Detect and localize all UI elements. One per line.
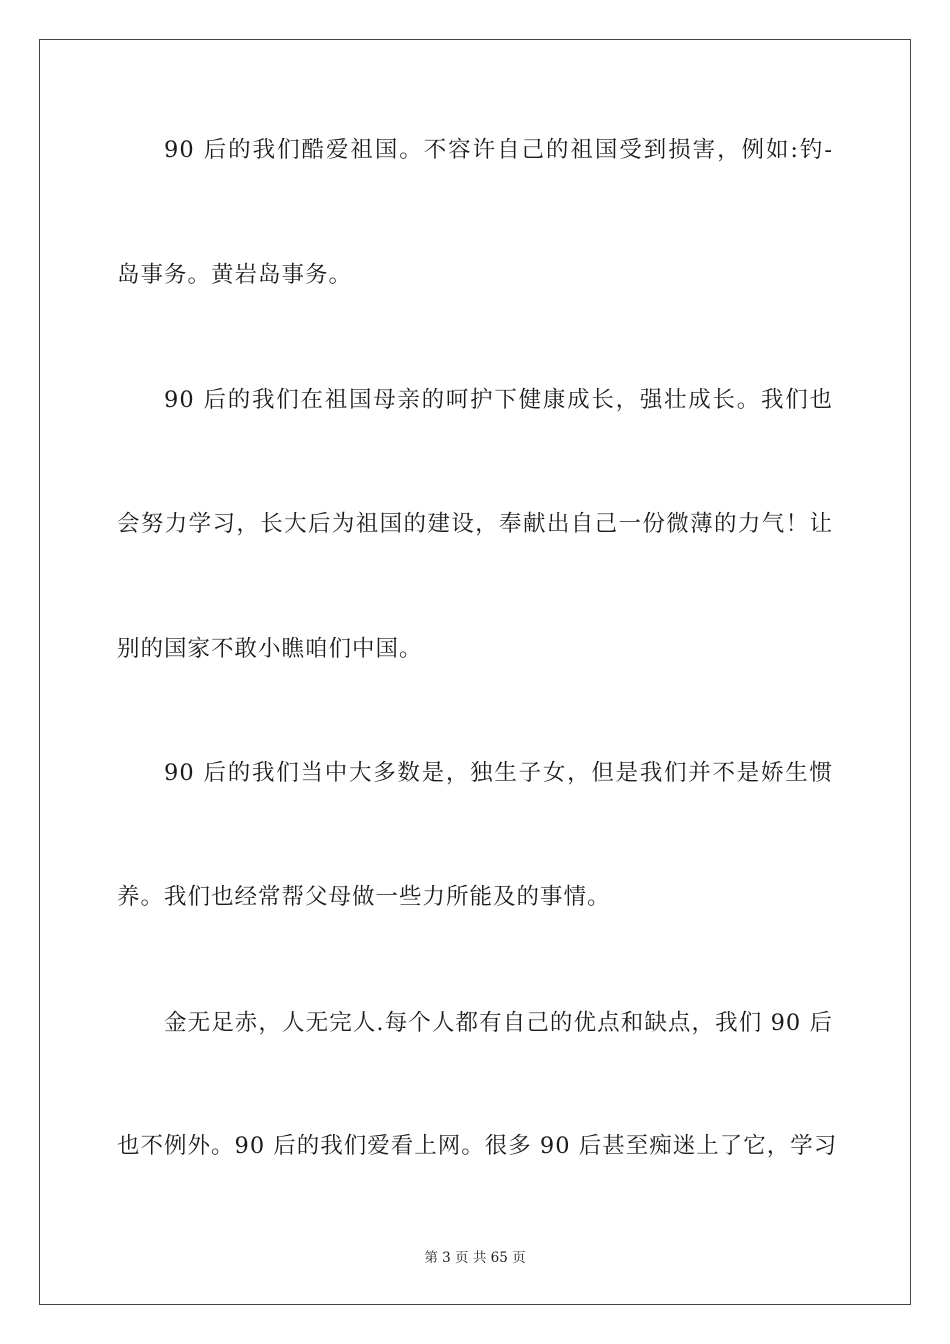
page-frame [39, 39, 911, 1305]
page-footer: 第 3 页 共 65 页 [424, 1250, 526, 1266]
paragraph-4-line-2: 也不例外。90 后的我们爱看上网。很多 90 后甚至痴迷上了它，学习 [117, 1133, 838, 1159]
paragraph-1-line-2: 岛事务。黄岩岛事务。 [117, 262, 353, 288]
paragraph-2-line-3: 别的国家不敢小瞧咱们中国。 [117, 636, 423, 662]
paragraph-1-line-1: 90 后的我们酷爱祖国。不容许自己的祖国受到损害，例如:钓- [164, 137, 833, 163]
paragraph-2-line-2: 会努力学习，长大后为祖国的建设，奉献出自己一份微薄的力气！让 [117, 511, 833, 537]
paragraph-3-line-1: 90 后的我们当中大多数是，独生子女，但是我们并不是娇生惯 [164, 760, 833, 786]
paragraph-3-line-2: 养。我们也经常帮父母做一些力所能及的事情。 [117, 884, 611, 910]
paragraph-4-line-1: 金无足赤，人无完人.每个人都有自己的优点和缺点，我们 90 后 [164, 1010, 833, 1036]
paragraph-2-line-1: 90 后的我们在祖国母亲的呵护下健康成长，强壮成长。我们也 [164, 387, 833, 413]
